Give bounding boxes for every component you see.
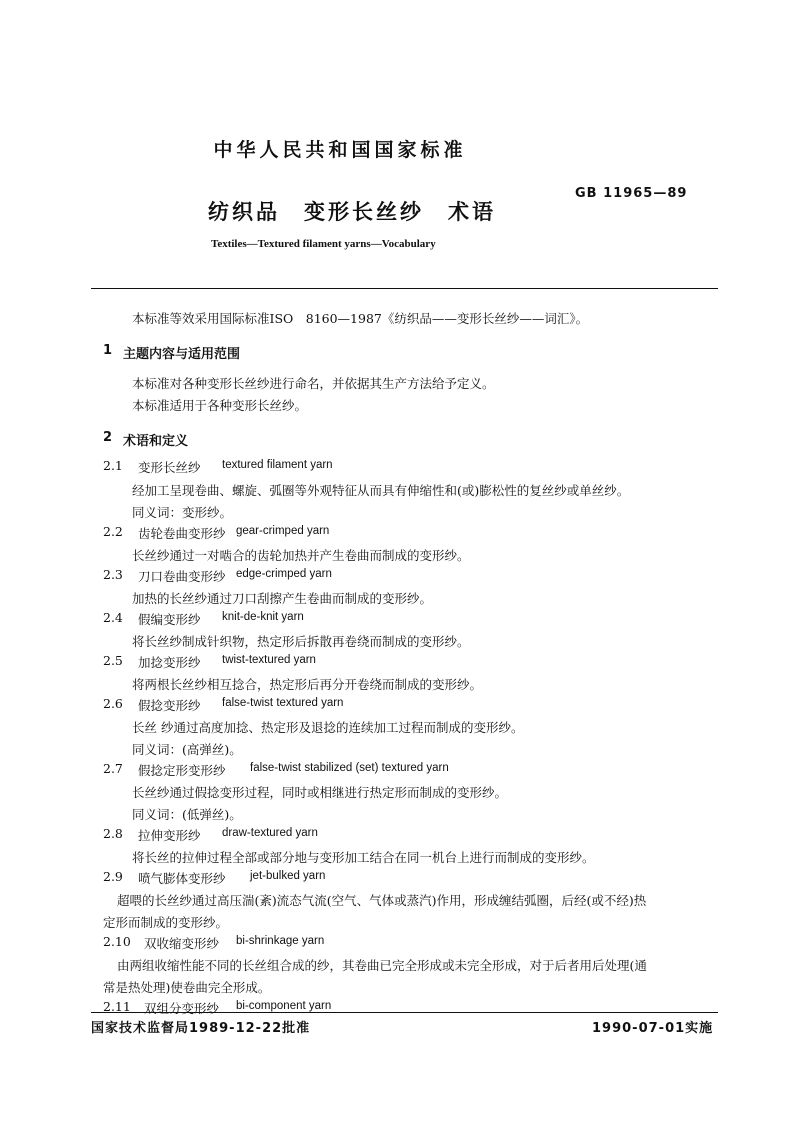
term-number: 2.6 — [103, 696, 123, 711]
national-standard-header: 中华人民共和国国家标准 — [213, 139, 467, 161]
approval-note: 国家技术监督局1989-12-22批准 — [91, 1021, 311, 1036]
term-definition: 长丝纱通过一对啮合的齿轮加热并产生卷曲而制成的变形纱。 — [132, 548, 470, 563]
term-synonym: 同义词：变形纱。 — [132, 505, 233, 520]
term-cn: 喷气膨体变形纱 — [138, 871, 226, 886]
term-synonym: 同义词：(低弹丝)。 — [132, 807, 242, 822]
term-en: draw-textured yarn — [222, 827, 318, 839]
header-divider — [91, 288, 718, 289]
section-2-number: 2 — [103, 430, 113, 445]
term-number: 2.5 — [103, 653, 123, 668]
effective-date: 1990-07-01实施 — [592, 1021, 714, 1036]
term-en: textured filament yarn — [222, 459, 333, 471]
term-cn: 变形长丝纱 — [138, 460, 201, 475]
document-title: 纺织品 变形长丝纱 术语 — [208, 200, 496, 224]
term-cn: 双组分变形纱 — [144, 1001, 220, 1016]
term-definition-cont: 定形而制成的变形纱。 — [103, 915, 229, 930]
section-1-number: 1 — [103, 343, 113, 358]
term-cn: 假捻变形纱 — [138, 698, 201, 713]
term-definition: 超喂的长丝纱通过高压湍(紊)流态气流(空气、气体或蒸汽)作用，形成缠结弧圈，后经(或不经)热 — [117, 893, 647, 908]
term-cn: 刀口卷曲变形纱 — [138, 569, 226, 584]
standard-number: GB 11965—89 — [575, 186, 688, 201]
term-cn: 假捻定形变形纱 — [138, 763, 226, 778]
term-number: 2.10 — [103, 934, 131, 949]
term-cn: 加捻变形纱 — [138, 655, 201, 670]
section-1-heading: 主题内容与适用范围 — [123, 347, 241, 362]
term-en: edge-crimped yarn — [236, 568, 332, 580]
term-number: 2.11 — [103, 999, 131, 1014]
term-en: bi-shrinkage yarn — [236, 935, 325, 947]
term-cn: 拉伸变形纱 — [138, 828, 201, 843]
term-number: 2.1 — [103, 458, 123, 473]
term-en: jet-bulked yarn — [250, 870, 326, 882]
intro-paragraph: 本标准等效采用国际标准ISO 8160—1987《纺织品——变形长丝纱——词汇》。 — [132, 311, 589, 326]
term-en: gear-crimped yarn — [236, 525, 330, 537]
term-en: false-twist stabilized (set) textured yarn — [250, 762, 449, 774]
term-definition: 经加工呈现卷曲、螺旋、弧圈等外观特征从而具有伸缩性和(或)膨松性的复丝纱或单丝纱。 — [132, 483, 630, 498]
term-cn: 双收缩变形纱 — [144, 936, 220, 951]
term-definition: 由两组收缩性能不同的长丝组合成的纱，其卷曲已完全形成或未完全形成，对于后者用后处理(通 — [117, 958, 647, 973]
term-number: 2.8 — [103, 826, 123, 841]
term-cn: 齿轮卷曲变形纱 — [138, 526, 226, 541]
term-definition: 长丝纱通过假捻变形过程，同时或相继进行热定形而制成的变形纱。 — [132, 785, 508, 800]
term-number: 2.3 — [103, 567, 123, 582]
term-cn: 假编变形纱 — [138, 612, 201, 627]
section-2-heading: 术语和定义 — [123, 434, 189, 449]
term-number: 2.7 — [103, 761, 123, 776]
term-number: 2.4 — [103, 610, 123, 625]
term-number: 2.2 — [103, 524, 123, 539]
section-1-paragraph: 本标准适用于各种变形长丝纱。 — [132, 398, 308, 413]
footer-divider — [91, 1012, 718, 1013]
term-en: knit-de-knit yarn — [222, 611, 304, 623]
english-title: Textiles—Textured filament yarns—Vocabulary — [211, 238, 436, 250]
term-definition: 长丝 纱通过高度加捻、热定形及退捻的连续加工过程而制成的变形纱。 — [132, 720, 524, 735]
term-definition-cont: 常是热处理)使卷曲完全形成。 — [103, 980, 271, 995]
term-definition: 将两根长丝纱相互捻合，热定形后再分开卷绕而制成的变形纱。 — [132, 677, 483, 692]
term-en: bi-component yarn — [236, 1000, 332, 1012]
term-en: false-twist textured yarn — [222, 697, 344, 709]
section-1-paragraph: 本标准对各种变形长丝纱进行命名，并依据其生产方法给予定义。 — [132, 376, 495, 391]
term-en: twist-textured yarn — [222, 654, 316, 666]
term-definition: 将长丝纱制成针织物，热定形后拆散再卷绕而制成的变形纱。 — [132, 634, 470, 649]
term-synonym: 同义词：(高弹丝)。 — [132, 742, 242, 757]
term-number: 2.9 — [103, 869, 123, 884]
term-definition: 将长丝的拉伸过程全部或部分地与变形加工结合在同一机台上进行而制成的变形纱。 — [132, 850, 595, 865]
term-definition: 加热的长丝纱通过刀口刮擦产生卷曲而制成的变形纱。 — [132, 591, 433, 606]
